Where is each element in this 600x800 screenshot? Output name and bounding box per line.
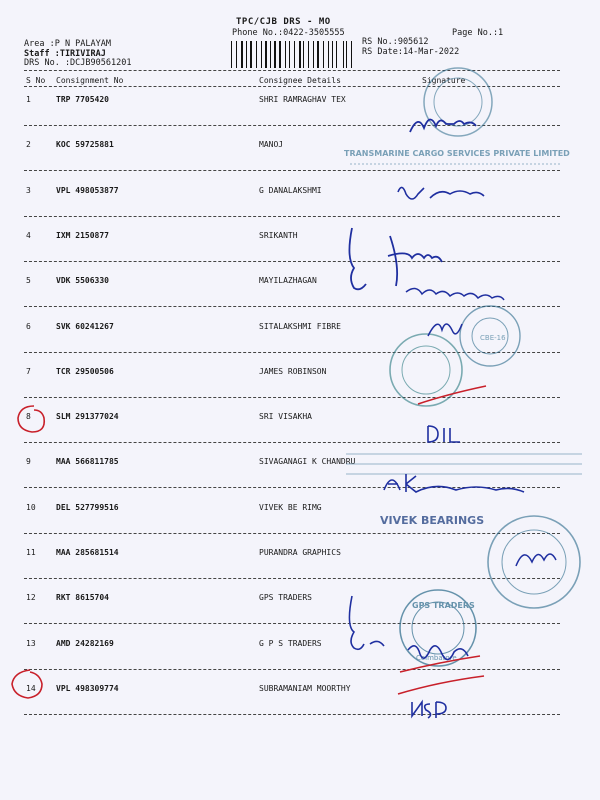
list-item (24, 276, 564, 288)
row-sno: 10 (26, 502, 36, 512)
phone-number: Phone No.:0422-3505555 (232, 28, 345, 38)
barcode-bar (250, 41, 251, 68)
row-sno: 8 (26, 412, 31, 422)
sheet-title: TPC/CJB DRS - MO (236, 17, 331, 27)
barcode-bar (272, 41, 273, 68)
barcode-bar (256, 41, 257, 68)
barcode-bar (343, 41, 344, 68)
rs-date: RS Date:14-Mar-2022 (362, 46, 460, 57)
row-consignee: G P S TRADERS (259, 638, 322, 648)
row-consignee: GPS TRADERS (259, 593, 312, 603)
row-consignment-no: MAA 285681514 (56, 548, 119, 557)
col-consignment: Consignment No (56, 76, 124, 85)
barcode-bar (244, 41, 245, 68)
row-divider (24, 487, 560, 488)
barcode-bar (241, 41, 243, 68)
barcode-bar (344, 41, 345, 68)
row-consignment-no: IXM 2150877 (56, 230, 109, 240)
row-divider (24, 397, 560, 398)
row-consignment-no: KOC 59725881 (56, 140, 114, 150)
row-sno: 5 (26, 276, 31, 286)
row-consignment-no: MAA 566811785 (56, 457, 119, 467)
barcode-bar (310, 41, 311, 68)
row-consignment-no: VPL 498053877 (56, 185, 119, 195)
list-item (24, 95, 564, 107)
barcode-bar (274, 41, 275, 68)
row-sno: 7 (26, 366, 31, 376)
barcode-bar (336, 41, 337, 68)
staff: Staff :TIRIVIRAJ (24, 48, 106, 59)
barcode-bar (338, 41, 340, 68)
row-sno: 2 (26, 140, 31, 150)
row-consignee: MANOJ (259, 140, 284, 150)
barcode-bar (258, 41, 260, 68)
row-consignment-no: TCR 29500506 (56, 366, 114, 376)
row-divider (24, 533, 560, 534)
barcode (231, 41, 356, 68)
row-consignee: JAMES ROBINSON (259, 366, 327, 376)
barcode-bar (253, 41, 254, 68)
header-left (24, 40, 131, 69)
barcode-bar (353, 41, 354, 68)
row-consignee: VIVEK BE RIMG (259, 502, 322, 512)
row-consignee: MAYILAZHAGAN (259, 276, 317, 286)
row-divider (24, 578, 560, 579)
row-consignment-no: SLM 291377024 (56, 412, 119, 422)
row-sno: 3 (26, 185, 31, 195)
barcode-bar (334, 41, 335, 68)
list-item (24, 231, 564, 243)
row-divider (24, 352, 560, 353)
barcode-bar (346, 41, 347, 68)
page-number: Page No.:1 (452, 28, 504, 38)
row-consignee: PURANDRA GRAPHICS (259, 548, 341, 557)
barcode-bar (246, 41, 247, 68)
row-consignment-no: TRP 7705420 (56, 95, 109, 104)
barcode-bar (315, 41, 316, 68)
row-consignee: SRIKANTH (259, 230, 298, 240)
header-right (362, 38, 459, 57)
row-divider (24, 442, 560, 443)
barcode-bar (313, 41, 314, 68)
drs-number: DRS No. :DCJB90561201 (24, 58, 132, 68)
col-consignee: Consignee Details (259, 76, 341, 85)
list-item (24, 639, 564, 651)
row-divider (24, 216, 560, 217)
barcode-bar (268, 41, 269, 68)
row-divider (24, 623, 560, 624)
row-consignee: SHRI RAMRAGHAV TEX (259, 95, 346, 104)
signature-14 (412, 702, 446, 718)
barcode-bar (279, 41, 281, 68)
row-sno: 6 (26, 321, 31, 331)
barcode-bar (299, 41, 300, 68)
cbe-stamp-text: CBE-16 (480, 334, 506, 342)
row-consignee: G DANALAKSHMI (259, 185, 322, 195)
barcode-bar (325, 41, 326, 68)
row-sno: 13 (26, 638, 36, 648)
row-divider (24, 669, 560, 670)
row-consignment-no: VPL 498309774 (56, 683, 119, 693)
barcode-bar (231, 41, 232, 68)
barcode-bar (292, 41, 293, 68)
barcode-bar (278, 41, 279, 68)
row-consignee: SIVAGANAGI K CHANDRU (259, 457, 356, 467)
barcode-bar (323, 41, 324, 68)
red-strike-7 (418, 386, 486, 404)
row-divider (24, 125, 560, 126)
barcode-bar (332, 41, 333, 68)
barcode-bar (234, 41, 235, 68)
row-consignee: SRI VISAKHA (259, 412, 312, 422)
row-consignee: SITALAKSHMI FIBRE (259, 321, 341, 331)
coimbatore-stamp-text: Coimbatore (416, 654, 457, 662)
row-consignment-no: AMD 24282169 (56, 638, 114, 648)
row-sno: 14 (26, 683, 36, 693)
barcode-bar (351, 41, 352, 68)
barcode-bar (285, 41, 286, 68)
barcode-bar (270, 41, 271, 68)
gps-stamp-text: GPS TRADERS (412, 601, 475, 610)
row-sno: 1 (26, 95, 31, 104)
list-item (24, 593, 564, 605)
barcode-bar (263, 41, 264, 68)
barcode-bar (329, 41, 330, 68)
barcode-bar (308, 41, 309, 68)
row-consignment-no: DEL 527799516 (56, 502, 119, 512)
barcode-bar (295, 41, 297, 68)
row-divider (24, 261, 560, 262)
barcode-bar (328, 41, 329, 68)
barcode-bar (306, 41, 307, 68)
row-consignment-no: VDK 5506330 (56, 276, 109, 286)
barcode-bar (303, 41, 304, 68)
barcode-bar (289, 41, 290, 68)
transmarine-stamp-text: TRANSMARINE CARGO SERVICES PRIVATE LIMITED (344, 149, 570, 158)
col-signature: Signature (422, 76, 466, 85)
red-strike-13 (400, 656, 480, 672)
column-divider (24, 86, 560, 87)
list-item (24, 457, 564, 469)
barcode-bar (261, 41, 262, 68)
area: Area :P N PALAYAM (24, 39, 111, 49)
signature-8 (428, 426, 460, 442)
list-item (24, 412, 564, 424)
row-consignment-no: RKT 8615704 (56, 593, 109, 603)
barcode-bar (287, 41, 288, 68)
barcode-bar (238, 41, 239, 68)
rs-number: RS No.:905612 (362, 37, 429, 47)
list-item (24, 140, 564, 152)
list-item (24, 548, 564, 560)
barcode-bar (302, 41, 303, 68)
list-item (24, 684, 564, 696)
row-consignee: SUBRAMANIAM MOORTHY (259, 683, 351, 693)
list-item (24, 186, 564, 198)
row-sno: 9 (26, 457, 31, 467)
barcode-bar (265, 41, 266, 68)
barcode-bar (236, 41, 237, 68)
barcode-bar (282, 41, 283, 68)
list-item (24, 367, 564, 379)
vivek-stamp (380, 514, 484, 527)
cbe-stamp (460, 306, 520, 366)
barcode-bar (321, 41, 322, 68)
header-divider (24, 70, 560, 71)
col-sno: S No (26, 76, 46, 85)
barcode-bar (349, 41, 350, 68)
barcode-bar (294, 41, 295, 68)
row-divider (24, 170, 560, 171)
signature-9 (384, 474, 524, 492)
signature-5-number (406, 288, 504, 300)
row-divider (24, 714, 560, 715)
list-item (24, 322, 564, 334)
barcode-bar (249, 41, 250, 68)
row-sno: 4 (26, 230, 31, 240)
barcode-bar (317, 41, 319, 68)
row-consignment-no: SVK 60241267 (56, 321, 114, 331)
row-divider (24, 306, 560, 307)
row-sno: 12 (26, 593, 36, 603)
vivek-stamp-text: VIVEK BEARINGS (380, 514, 485, 527)
row-sno: 11 (26, 548, 36, 557)
list-item (24, 503, 564, 515)
